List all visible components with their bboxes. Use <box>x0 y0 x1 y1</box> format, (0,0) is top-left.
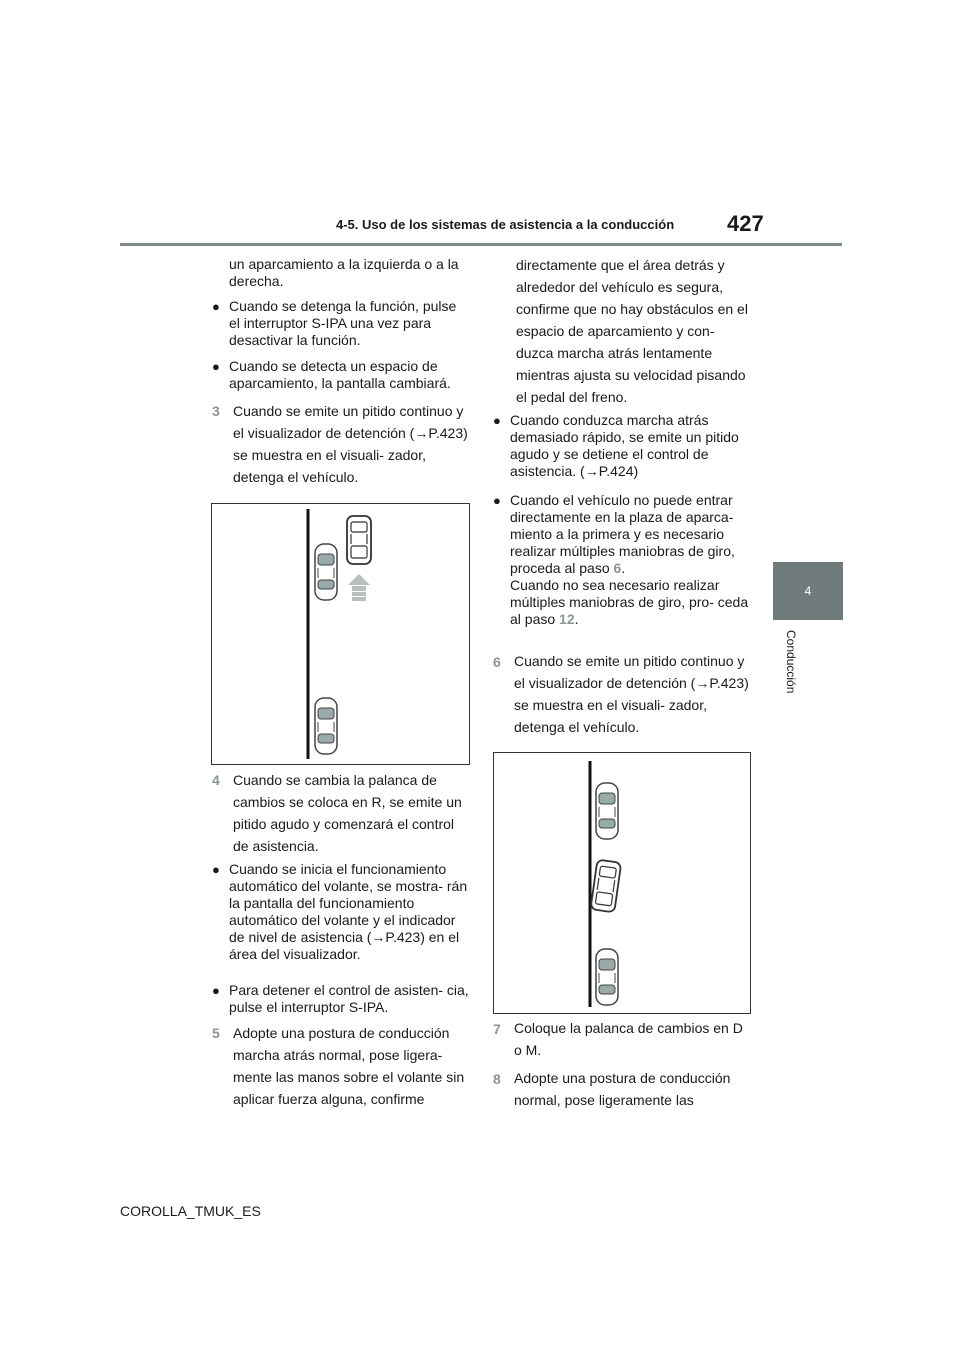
bullet-item <box>229 298 469 349</box>
parking-diagram-2 <box>494 753 750 1013</box>
page-number: 427 <box>727 211 764 236</box>
step-text: Cuando se emite un pitido continuo y el visualizador de detención (→P.423) se muestra en el visuali- zador, detenga el vehículo. <box>233 403 468 485</box>
parking-illustration-1 <box>211 503 470 765</box>
bullet-item <box>229 982 469 1016</box>
header-rule <box>120 243 842 246</box>
parked-car-top <box>596 783 618 839</box>
parked-car-bottom <box>596 949 618 1005</box>
document-code: COROLLA_TMUK_ES <box>120 1203 261 1219</box>
bullet-text: Cuando conduzca marcha atrás demasiado rápido, se emite un pitido agudo y se detiene el control de asistencia. (→P.424) <box>510 412 739 479</box>
bullet-text: Cuando no sea necesario realizar múltiples maniobras de giro, pro- ceda al paso <box>510 577 749 627</box>
own-car <box>347 516 371 564</box>
step-number: 5 <box>212 1025 220 1041</box>
bullet-item <box>229 861 469 963</box>
chapter-number: 4 <box>804 584 812 598</box>
bullet-item <box>510 412 750 480</box>
bullet-text: Cuando se detecta un espacio de aparcamiento, la pantalla cambiará. <box>229 358 451 391</box>
step-reference: 6 <box>613 560 622 576</box>
parked-car-bottom <box>315 698 337 754</box>
step-number: 8 <box>493 1071 501 1087</box>
step-text: Coloque la palanca de cambios en D o M. <box>514 1020 743 1058</box>
step-text: Adopte una postura de conducción marcha atrás normal, pose ligera- mente las manos sobre el volante sin aplicar fuerza alguna, confirme <box>233 1025 465 1107</box>
chapter-tab <box>773 562 843 620</box>
step-text: Cuando se cambia la palanca de cambios se coloca en R, se emite un pitido agudo y comenzará el control de asistencia. <box>233 772 462 854</box>
arrow-up-icon <box>348 574 370 601</box>
parking-diagram-1 <box>212 504 469 764</box>
step-number: 4 <box>212 772 220 788</box>
own-car <box>590 860 621 913</box>
parked-car-top <box>315 544 337 600</box>
step-text: Cuando se emite un pitido continuo y el visualizador de detención (→P.423) se muestra en el visuali- zador, detenga el vehículo. <box>514 653 749 735</box>
step-text: Adopte una postura de conducción normal, pose ligeramente las <box>514 1070 731 1108</box>
bullet-text: Cuando se detenga la función, pulse el interruptor S-IPA una vez para desactivar la función. <box>229 298 457 348</box>
chapter-label: Conducción <box>784 630 798 694</box>
bullet-text: Para detener el control de asisten- cia, pulse el interruptor S-IPA. <box>229 982 469 1015</box>
step-reference: 12 <box>559 611 575 627</box>
parking-illustration-2 <box>493 752 751 1014</box>
paragraph: directamente que el área detrás y alrededor del vehículo es segura, confirme que no hay obstáculos en el espacio de aparcamiento y con- duzca marcha atrás lentamente mientras ajusta su velocidad pisando el pedal del freno. <box>516 257 748 405</box>
bullet-text: Cuando el vehículo no puede entrar directamente en la plaza de aparca- miento a la primera y es necesario realizar múltiples maniobras de giro, proceda al paso <box>510 492 735 576</box>
bullet-item <box>229 358 469 392</box>
bullet-text: Cuando se inicia el funcionamiento automático del volante, se mostra- rán la pantalla del funcionamiento automático del volante y el indicador de nivel de asistencia (→P.423) en el área del visualizador. <box>229 861 468 962</box>
paragraph: un aparcamiento a la izquierda o a la derecha. <box>229 256 459 289</box>
step-number: 7 <box>493 1021 501 1037</box>
step-number: 3 <box>212 403 220 419</box>
bullet-item: ● Cuando el vehículo no puede entrar directamente en la plaza de aparca- miento a la primera y es necesario realizar múltiples maniobras de giro, proceda al paso 6. Cuando no sea necesario realizar múltiples maniobras de giro, pro- ceda al paso 12. <box>510 492 750 628</box>
section-title: 4-5. Uso de los sistemas de asistencia a la conducción <box>336 217 675 232</box>
step-number: 6 <box>493 654 501 670</box>
